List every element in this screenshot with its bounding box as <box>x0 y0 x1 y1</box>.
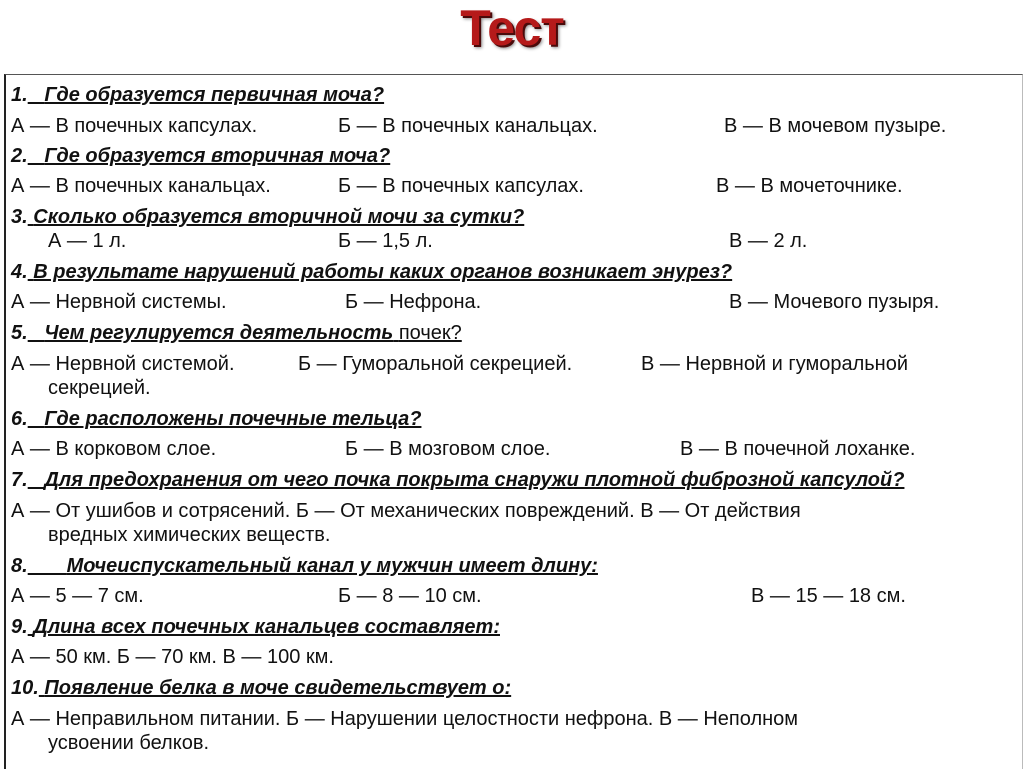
question-number: 10. <box>11 677 39 699</box>
question-2 <box>11 145 390 167</box>
answer-c: В — Мочевого пузыря. <box>729 291 940 313</box>
answer-a: А — Нервной системы. <box>11 291 227 313</box>
page-title: Тест <box>460 0 564 56</box>
answer-c: В — В мочеточнике. <box>716 175 903 197</box>
question-8 <box>11 555 598 577</box>
question-7 <box>11 469 904 491</box>
answer-c: В — 15 — 18 см. <box>751 585 906 607</box>
question-number: 1. <box>11 84 28 106</box>
question-1 <box>11 84 384 106</box>
question-text: Где образуется вторичная моча? <box>44 145 391 167</box>
question-number: 2. <box>11 145 28 167</box>
question-text: Где образуется первичная моча? <box>44 84 385 106</box>
question-text-tail: почек? <box>398 322 462 344</box>
answer-a: А — Нервной системой. <box>11 353 235 375</box>
question-4 <box>11 261 732 283</box>
answer-line: А — От ушибов и сотрясений. Б — От механических повреждений. В — От действия <box>11 500 801 522</box>
question-text: Мочеиспускательный канал у мужчин имеет длину: <box>66 555 598 577</box>
answer-continuation: усвоении белков. <box>48 732 210 754</box>
question-number: 3. <box>11 206 28 228</box>
question-text: Для предохранения от чего почка покрыта снаружи плотной фиброзной капсулой? <box>44 469 905 491</box>
answer-a: А — 5 — 7 см. <box>11 585 144 607</box>
question-number: 7. <box>11 469 28 491</box>
answer-b: Б — 8 — 10 см. <box>338 585 482 607</box>
question-10 <box>11 677 511 699</box>
question-text: Где расположены почечные тельца? <box>44 408 422 430</box>
question-6 <box>11 408 421 430</box>
question-number: 5. <box>11 322 28 344</box>
question-text: Появление белка в моче свидетельствует о: <box>44 677 512 699</box>
answer-b: Б — В мозговом слое. <box>345 438 551 460</box>
question-3 <box>11 206 524 228</box>
answer-continuation: секрецией. <box>48 377 151 399</box>
answer-b: Б — Гуморальной секрецией. <box>298 353 573 375</box>
question-text: Сколько образуется вторичной мочи за сутки? <box>33 206 525 228</box>
question-number: 9. <box>11 616 28 638</box>
answer-b: Б — Нефрона. <box>345 291 482 313</box>
answer-a: А — В корковом слое. <box>11 438 217 460</box>
answer-continuation: вредных химических веществ. <box>48 524 331 546</box>
question-number: 4. <box>11 261 28 283</box>
answer-c: В — 2 л. <box>729 230 808 252</box>
question-text: Длина всех почечных канальцев составляет: <box>33 616 500 638</box>
answer-b: Б — В почечных канальцах. <box>338 115 598 137</box>
answer-b: Б — 1,5 л. <box>338 230 433 252</box>
answer-a: А — В почечных канальцах. <box>11 175 271 197</box>
answer-line: А — 50 км. Б — 70 км. В — 100 км. <box>11 646 334 668</box>
answer-a: А — В почечных капсулах. <box>11 115 258 137</box>
question-number: 8. <box>11 555 28 577</box>
question-text: В результате нарушений работы каких органов возникает энурез? <box>33 261 733 283</box>
answer-b: Б — В почечных капсулах. <box>338 175 584 197</box>
answer-line: А — Неправильном питании. Б — Нарушении целостности нефрона. В — Неполном <box>11 708 799 730</box>
question-number: 6. <box>11 408 28 430</box>
answer-a: А — 1 л. <box>48 230 127 252</box>
question-5 <box>11 322 462 344</box>
question-9 <box>11 616 500 638</box>
answer-c: В — В мочевом пузыре. <box>724 115 947 137</box>
question-text: Чем регулируется деятельность <box>44 322 394 344</box>
answer-c: В — В почечной лоханке. <box>680 438 916 460</box>
answer-c: В — Нервной и гуморальной <box>641 353 909 375</box>
